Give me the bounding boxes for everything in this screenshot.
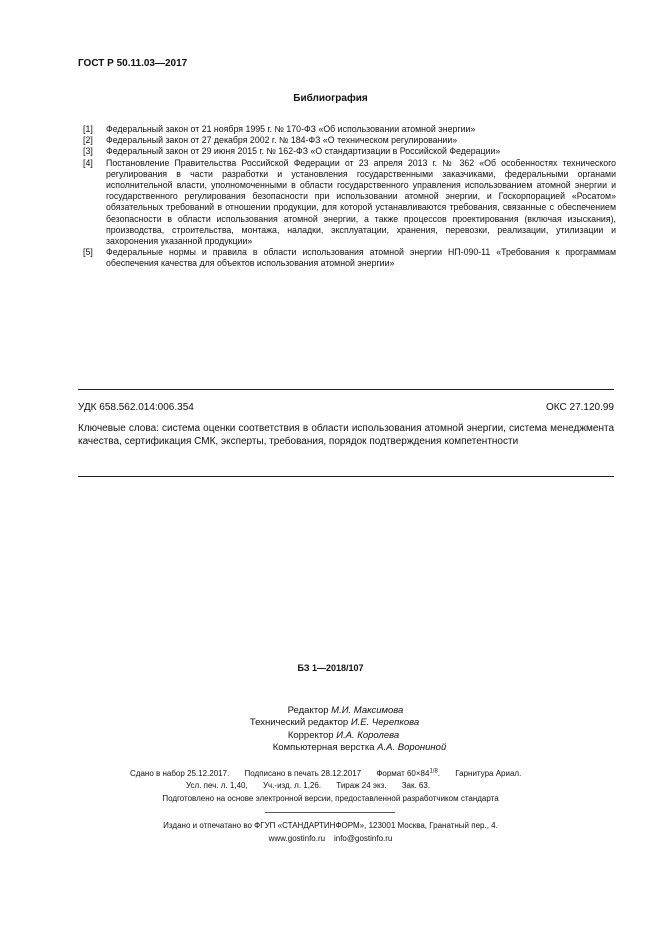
staff-credits xyxy=(0,705,661,754)
divider-bottom xyxy=(78,476,614,477)
document-id: ГОСТ Р 50.11.03—2017 xyxy=(78,58,188,69)
sent-to-typesetting: Сдано в набор 25.12.2017. xyxy=(130,768,230,778)
staff-line-tech-editor xyxy=(0,717,661,729)
keywords: Ключевые слова: система оценки соответствия в области использования атомной энергии, система менеджмента качества, сертификация СМК, эксперты, требования, порядок подтверждения компетентности xyxy=(78,423,614,447)
staff-line-corrector xyxy=(0,730,661,742)
bibliography-item xyxy=(83,247,616,269)
print-details-line-2 xyxy=(186,781,443,790)
bibliography-item-text: Федеральные нормы и правила в области использования атомной энергии НП-090-11 «Требования к программам обеспечения качества для объектов использования атомной энергии» xyxy=(106,247,616,269)
staff-role: Компьютерная верстка xyxy=(272,741,375,753)
paper-format: Формат $60\times 84^{1/8}$. xyxy=(376,768,441,778)
bibliography-item-text: Федеральный закон от 21 ноября 1995 г. № 170-ФЗ «Об использовании атомной энергии» xyxy=(106,124,476,134)
paper-format-value: Формат 60×84 xyxy=(376,768,430,778)
bibliography-item xyxy=(83,158,616,248)
typeface: Гарнитура Ариал. xyxy=(455,768,522,778)
bz-number: БЗ 1—2018/107 xyxy=(297,663,364,673)
staff-line-layout xyxy=(0,742,661,754)
oks-code: ОКС 27.120.99 xyxy=(546,402,614,413)
publisher-info xyxy=(0,819,661,845)
print-details-line-1 xyxy=(130,768,534,778)
divider-short xyxy=(265,812,395,813)
bibliography-item-number: [2] xyxy=(83,135,93,146)
bibliography-item-text: Федеральный закон от 27 декабря 2002 г. № 184-ФЗ «О техническом регулировании» xyxy=(106,135,458,146)
staff-role: Редактор xyxy=(287,705,329,716)
publisher-address: Издано и отпечатано во ФГУП «СТАНДАРТИНФОРМ», 123001 Москва, Гранатный пер., 4. xyxy=(163,821,498,830)
bibliography-item-text: Постановление Правительства Российской Федерации от 23 апреля 2013 г. № 362 «Об особенностях технического регулирования в части разработки и установления государственными заказчиками, федеральными органами исполнительной власти, уполномоченными в области государственного управления использованием атомной энергии и государственного регулирования безопасности при использовании атомной энергии, и Госкорпорацией «Росатом» обязательных требований в отношении продукции, для которой устанавливаются требования, связанные с обеспечением безопасности в области использования атомной энергии, а также процессов проектирования (включая изыскания), производства, строительства, монтажа, наладки, эксплуатации, хранения, перевозки, реализации, утилизации и захоронения указанной продукции» xyxy=(106,157,616,247)
staff-role: Технический редактор xyxy=(249,717,349,729)
bibliography-item-number: [1] xyxy=(83,124,93,134)
bibliography-item xyxy=(83,124,616,135)
staff-line-editor xyxy=(0,705,661,717)
paper-format-fraction: 1/8 xyxy=(429,768,438,774)
bibliography-item-number: [3] xyxy=(83,146,93,157)
bibliography-item xyxy=(83,146,616,157)
bibliography-list xyxy=(83,124,616,270)
bibliography-item-text: Федеральный закон от 29 июня 2015 г. № 162-ФЗ «О стандартизации в Российской Федерации» xyxy=(106,146,501,157)
signed-for-print: Подписано в печать 28.12.2017 xyxy=(244,768,362,778)
print-sheets: Усл. печ. л. 1,40, xyxy=(186,781,248,790)
bibliography-item xyxy=(83,135,616,146)
bibliography-title: Библиография xyxy=(293,93,368,104)
prepared-note: Подготовлено на основе электронной версии, предоставленной разработчиком стандарта xyxy=(162,794,499,803)
udk-code: УДК 658.562.014:006.354 xyxy=(78,402,194,413)
divider-top xyxy=(78,389,614,390)
circulation: Тираж 24 экз. xyxy=(336,781,387,790)
edit-sheets: Уч.-изд. л. 1,26. xyxy=(262,781,322,790)
staff-name: А.А. Ворониной xyxy=(377,741,447,753)
order-number: Зак. 63. xyxy=(401,781,431,790)
staff-name: И.А. Королева xyxy=(336,729,400,741)
staff-name: М.И. Максимова xyxy=(331,705,404,716)
staff-role: Корректор xyxy=(287,729,334,741)
bibliography-item-number: [4] xyxy=(83,157,93,168)
bibliography-item-number: [5] xyxy=(83,247,93,258)
staff-name: И.Е. Черепкова xyxy=(350,717,420,729)
publisher-contacts: www.gostinfo.ru info@gostinfo.ru xyxy=(268,834,393,843)
